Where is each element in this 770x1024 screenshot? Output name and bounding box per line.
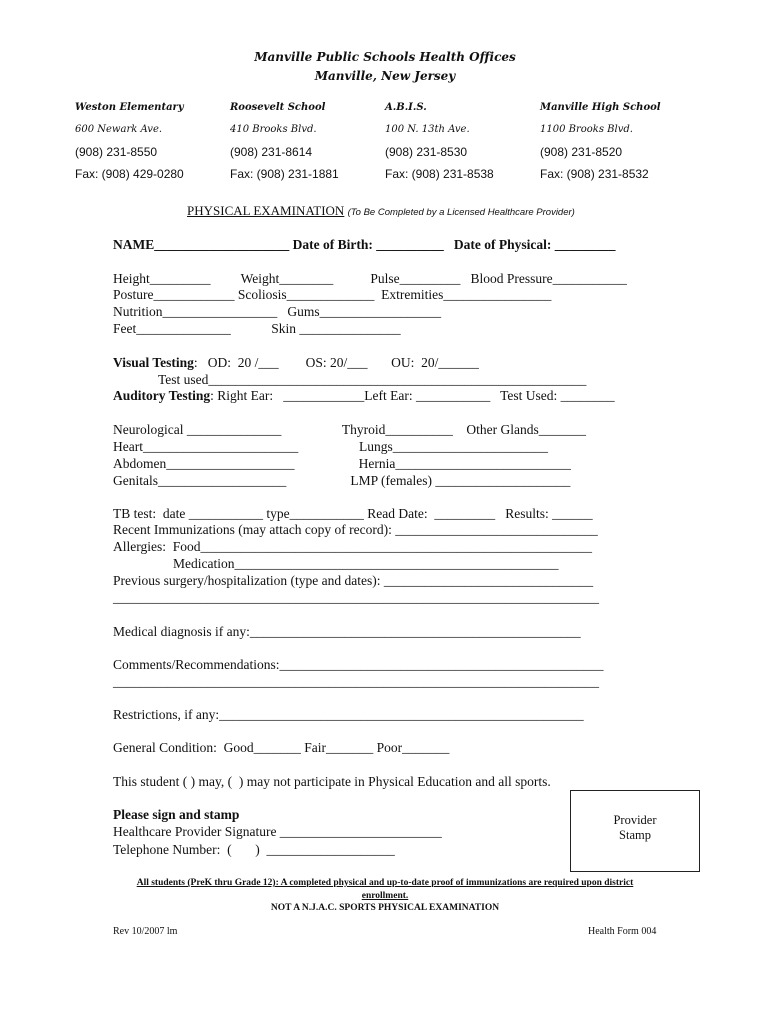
- school-phone: (908) 231-8520: [540, 145, 623, 159]
- visual-testing-values[interactable]: : OD: 20 /___ OS: 20/___ OU: 20/______: [193, 355, 479, 370]
- page-title: Manville Public Schools Health Offices: [254, 50, 516, 64]
- form-number: Health Form 004: [588, 926, 657, 937]
- systems-line[interactable]: Genitals___________________ LMP (females) ____________________: [113, 473, 571, 488]
- systems-line[interactable]: Abdomen___________________ Hernia__________________________: [113, 456, 571, 471]
- stamp-label: Stamp: [619, 828, 651, 842]
- enrollment-note-continued: enrollment.: [361, 891, 409, 901]
- auditory-testing-line[interactable]: [113, 388, 615, 404]
- comments-line[interactable]: Comments/Recommendations:________________________________________________: [113, 657, 604, 672]
- telephone-line[interactable]: Telephone Number: ( ) ___________________: [113, 842, 395, 857]
- comments-line-continued[interactable]: ________________________________________________________________________: [113, 674, 599, 689]
- school-fax: Fax: (908) 231-1881: [230, 167, 339, 181]
- school-fax: Fax: (908) 231-8538: [385, 167, 494, 181]
- restrictions-line[interactable]: Restrictions, if any:______________________________________________________: [113, 707, 584, 722]
- school-address: 410 Brooks Blvd.: [230, 124, 317, 135]
- vitals-line[interactable]: Height_________ Weight________ Pulse_________ Blood Pressure___________: [113, 271, 627, 286]
- vitals-line[interactable]: Feet______________ Skin _______________: [113, 321, 401, 336]
- participation-line[interactable]: This student ( ) may, ( ) may not participate in Physical Education and all sports.: [113, 774, 551, 789]
- sign-heading: Please sign and stamp: [113, 807, 240, 822]
- tb-test-line[interactable]: TB test: date ___________ type___________ Read Date: _________ Results: ______: [113, 506, 593, 521]
- allergies-food-line[interactable]: Allergies: Food__________________________________________________________: [113, 539, 592, 554]
- name-dob-line[interactable]: NAME____________________ Date of Birth: __________ Date of Physical: _________: [113, 237, 616, 252]
- immunizations-line[interactable]: Recent Immunizations (may attach copy of record): ______________________________: [113, 522, 598, 537]
- allergies-medication-line[interactable]: Medication________________________________________________: [173, 556, 559, 571]
- systems-line[interactable]: Heart_______________________ Lungs_______________________: [113, 439, 548, 454]
- school-phone: (908) 231-8530: [385, 145, 468, 159]
- provider-signature-line[interactable]: Healthcare Provider Signature ________________________: [113, 824, 442, 839]
- auditory-testing-label: Auditory Testing: [113, 388, 211, 403]
- systems-line[interactable]: Neurological ______________ Thyroid__________ Other Glands_______: [113, 422, 586, 437]
- school-phone: (908) 231-8614: [230, 145, 313, 159]
- form-heading-row: [187, 203, 575, 219]
- not-sports-physical-note: NOT A N.J.A.C. SPORTS PHYSICAL EXAMINATION: [270, 903, 500, 913]
- visual-testing-line[interactable]: [113, 355, 479, 371]
- school-name: Roosevelt School: [230, 102, 326, 113]
- form-heading: PHYSICAL EXAMINATION: [187, 203, 345, 218]
- surgery-line-continued[interactable]: ________________________________________________________________________: [113, 590, 599, 605]
- vitals-line[interactable]: Nutrition_________________ Gums__________________: [113, 304, 442, 319]
- page-subtitle: Manville, New Jersey: [314, 69, 456, 83]
- school-address: 100 N. 13th Ave.: [385, 124, 470, 135]
- school-name: A.B.I.S.: [385, 102, 427, 113]
- test-used-line[interactable]: Test used________________________________________________________: [158, 372, 587, 387]
- auditory-testing-values[interactable]: : Right Ear: ____________Left Ear: ___________ Test Used: ________: [210, 388, 615, 403]
- school-address: 600 Newark Ave.: [75, 124, 163, 135]
- enrollment-note: All students (PreK thru Grade 12): A completed physical and up-to-date proof of immunizations are required upon district: [136, 878, 634, 888]
- school-name: Weston Elementary: [75, 102, 184, 113]
- provider-stamp-box: [570, 790, 700, 872]
- revision-label: Rev 10/2007 lm: [113, 926, 178, 937]
- stamp-label: Provider: [613, 813, 657, 827]
- school-name: Manville High School: [540, 102, 661, 113]
- vitals-line[interactable]: Posture____________ Scoliosis_____________ Extremities________________: [113, 287, 552, 302]
- visual-testing-label: Visual Testing: [113, 355, 194, 370]
- school-phone: (908) 231-8550: [75, 145, 158, 159]
- school-address: 1100 Brooks Blvd.: [540, 124, 633, 135]
- form-heading-note: (To Be Completed by a Licensed Healthcare Provider): [347, 207, 575, 218]
- school-fax: Fax: (908) 231-8532: [540, 167, 649, 181]
- medical-diagnosis-line[interactable]: Medical diagnosis if any:_________________________________________________: [113, 624, 581, 639]
- general-condition-line[interactable]: General Condition: Good_______ Fair_______ Poor_______: [113, 740, 450, 755]
- school-fax: Fax: (908) 429-0280: [75, 167, 184, 181]
- surgery-line[interactable]: Previous surgery/hospitalization (type and dates): _______________________________: [113, 573, 594, 588]
